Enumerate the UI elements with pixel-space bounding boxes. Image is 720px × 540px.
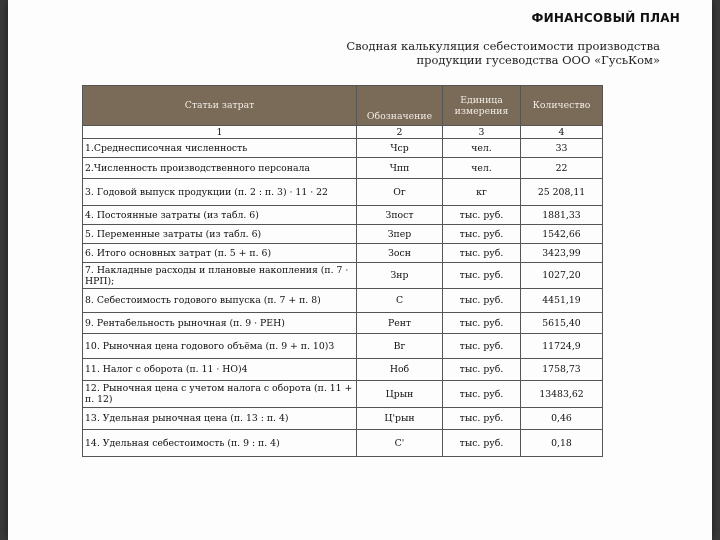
table-row	[83, 359, 603, 381]
row-item-cell: 5. Переменные затраты (из табл. 6)	[83, 225, 357, 244]
row-unit-cell: тыс. руб.	[443, 206, 521, 225]
row-item-cell: 14. Удельная себестоимость (п. 9 : п. 4)	[83, 430, 357, 457]
row-item-cell: 4. Постоянные затраты (из табл. 6)	[83, 206, 357, 225]
row-unit-cell: тыс. руб.	[443, 359, 521, 381]
row-symbol-cell: Зосн	[357, 244, 443, 263]
row-value-cell: 0,46	[521, 408, 603, 430]
row-value-cell: 1881,33	[521, 206, 603, 225]
row-item-cell: 1.Среднесписочная численность	[83, 139, 357, 158]
row-symbol-cell: Ог	[357, 179, 443, 206]
row-symbol-cell: Чпп	[357, 158, 443, 179]
row-value-cell: 3423,99	[521, 244, 603, 263]
row-value-cell: 1542,66	[521, 225, 603, 244]
row-symbol-cell: Ноб	[357, 359, 443, 381]
table-row	[83, 430, 603, 457]
table-row	[83, 244, 603, 263]
row-symbol-cell: Зпер	[357, 225, 443, 244]
row-unit-cell: тыс. руб.	[443, 334, 521, 359]
table-row	[83, 263, 603, 289]
row-value-cell: 22	[521, 158, 603, 179]
row-unit-cell: чел.	[443, 139, 521, 158]
table-row	[83, 158, 603, 179]
column-numbers-row	[83, 126, 603, 139]
row-item-cell: 12. Рыночная цена с учетом налога с оборота (п. 11 + п. 12)	[83, 381, 357, 408]
row-value-cell: 4451,19	[521, 289, 603, 313]
row-symbol-cell: Вг	[357, 334, 443, 359]
row-symbol-cell: Ц'рын	[357, 408, 443, 430]
row-item-cell: 7. Накладные расходы и плановые накопления (п. 7 · НРП);	[83, 263, 357, 289]
table-row	[83, 381, 603, 408]
table-row	[83, 206, 603, 225]
row-unit-cell: тыс. руб.	[443, 313, 521, 334]
table-row	[83, 313, 603, 334]
row-item-cell: 8. Себестоимость годового выпуска (п. 7 + п. 8)	[83, 289, 357, 313]
row-item-cell: 10. Рыночная цена годового объёма (п. 9 + п. 10)З	[83, 334, 357, 359]
row-value-cell: 0,18	[521, 430, 603, 457]
row-item-cell: 3. Годовой выпуск продукции (п. 2 : п. 3) · 11 · 22	[83, 179, 357, 206]
row-value-cell: 1758,73	[521, 359, 603, 381]
row-value-cell: 11724,9	[521, 334, 603, 359]
row-value-cell: 25 208,11	[521, 179, 603, 206]
subtitle-line-1: Сводная калькуляция себестоимости производства	[346, 39, 660, 53]
column-header-item: Статьи затрат	[83, 86, 357, 126]
table-row	[83, 289, 603, 313]
column-number: 1	[83, 126, 357, 139]
row-item-cell: 9. Рентабельность рыночная (п. 9 · РЕН)	[83, 313, 357, 334]
row-unit-cell: тыс. руб.	[443, 381, 521, 408]
row-value-cell: 13483,62	[521, 381, 603, 408]
column-header-symbol: Обозначение	[357, 86, 443, 126]
table-row	[83, 139, 603, 158]
row-unit-cell: чел.	[443, 158, 521, 179]
row-symbol-cell: С'	[357, 430, 443, 457]
row-unit-cell: тыс. руб.	[443, 225, 521, 244]
document-subtitle	[280, 39, 660, 67]
table-row	[83, 179, 603, 206]
column-header-unit: Единица измерения	[443, 86, 521, 126]
column-number: 3	[443, 126, 521, 139]
row-unit-cell: тыс. руб.	[443, 430, 521, 457]
row-unit-cell: тыс. руб.	[443, 244, 521, 263]
table-header-row	[83, 86, 603, 126]
row-unit-cell: тыс. руб.	[443, 408, 521, 430]
row-symbol-cell: Зпост	[357, 206, 443, 225]
row-symbol-cell: Црын	[357, 381, 443, 408]
row-item-cell: 11. Налог с оборота (п. 11 · НО)4	[83, 359, 357, 381]
row-symbol-cell: С	[357, 289, 443, 313]
row-item-cell: 13. Удельная рыночная цена (п. 13 : п. 4)	[83, 408, 357, 430]
row-symbol-cell: Знр	[357, 263, 443, 289]
column-header-quantity: Количество	[521, 86, 603, 126]
subtitle-line-2: продукции гусеводства ООО «ГусьКом»	[416, 53, 660, 67]
row-unit-cell: кг	[443, 179, 521, 206]
row-value-cell: 33	[521, 139, 603, 158]
row-item-cell: 2.Численность производственного персонала	[83, 158, 357, 179]
column-number: 2	[357, 126, 443, 139]
row-symbol-cell: Рент	[357, 313, 443, 334]
row-symbol-cell: Чср	[357, 139, 443, 158]
row-value-cell: 5615,40	[521, 313, 603, 334]
section-title: ФИНАНСОВЫЙ ПЛАН	[531, 11, 680, 25]
row-unit-cell: тыс. руб.	[443, 289, 521, 313]
column-number: 4	[521, 126, 603, 139]
row-value-cell: 1027,20	[521, 263, 603, 289]
table-row	[83, 225, 603, 244]
document-page	[8, 0, 712, 540]
row-unit-cell: тыс. руб.	[443, 263, 521, 289]
table-row	[83, 334, 603, 359]
table-row	[83, 408, 603, 430]
cost-calculation-table	[82, 85, 603, 457]
row-item-cell: 6. Итого основных затрат (п. 5 + п. 6)	[83, 244, 357, 263]
